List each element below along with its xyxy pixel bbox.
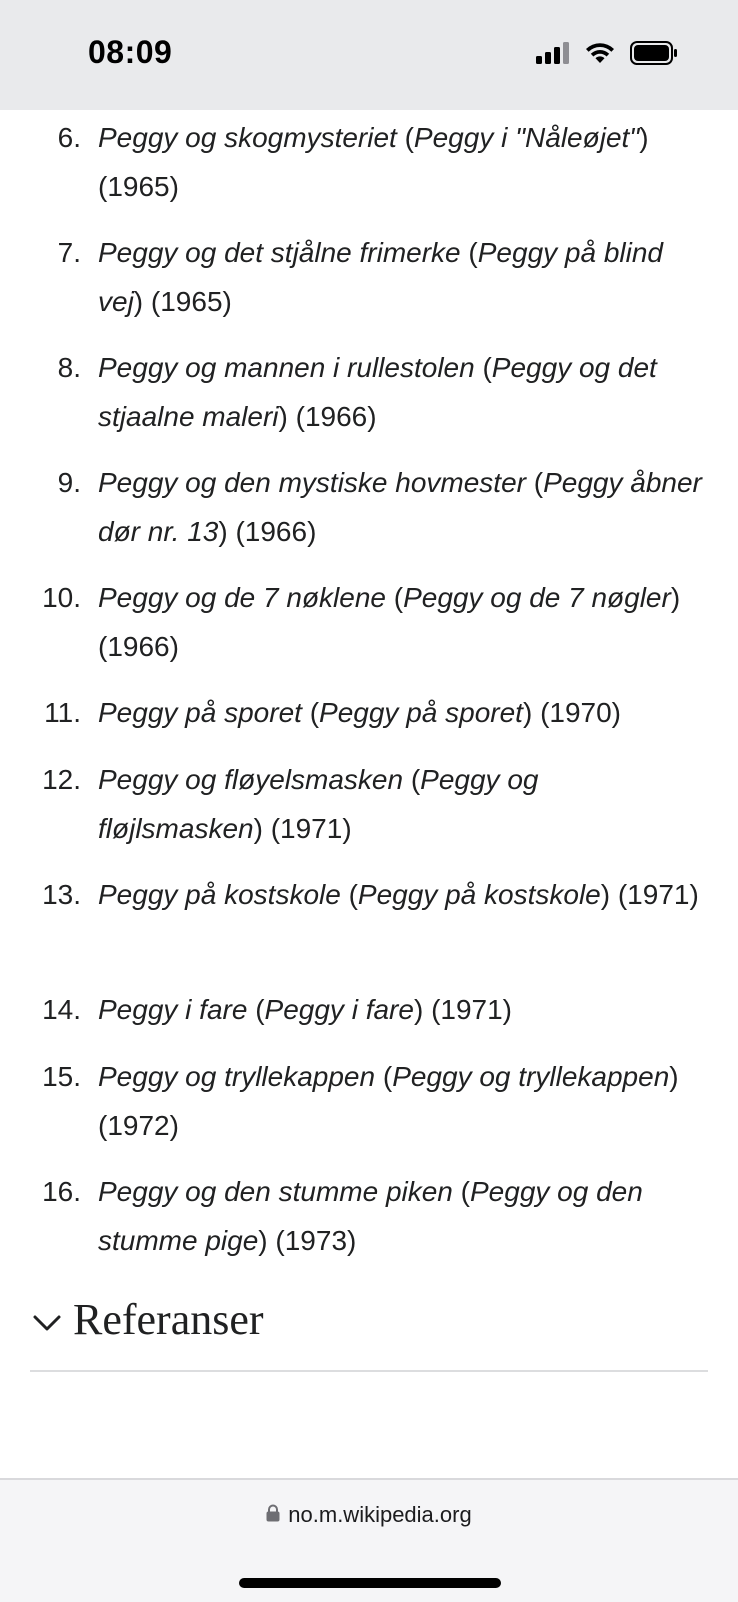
book-year: (1966) bbox=[295, 401, 377, 432]
book-title: Peggy på kostskole bbox=[98, 879, 341, 910]
original-title: Peggy på blind vej bbox=[98, 237, 664, 317]
list-item-text: Peggy og det stjålne frimerke (Peggy på blind vej) (1965) bbox=[98, 237, 664, 317]
list-item-number: 8. bbox=[57, 352, 81, 383]
original-title: Peggy på sporet bbox=[319, 697, 523, 728]
list-item-number: 9. bbox=[57, 467, 81, 498]
original-title: Peggy og det stjaalne maleri bbox=[98, 352, 657, 432]
book-title: Peggy og det stjålne frimerke bbox=[98, 237, 461, 268]
home-indicator[interactable] bbox=[239, 1578, 501, 1588]
book-year: (1965) bbox=[150, 286, 232, 317]
list-item-text: Peggy og den stumme piken (Peggy og den stumme pige) (1973) bbox=[98, 1176, 643, 1256]
book-title: Peggy og mannen i rullestolen bbox=[98, 352, 475, 383]
book-year: (1972) bbox=[98, 1110, 179, 1141]
list-item-text: Peggy og tryllekappen (Peggy og tryllekappen) (1972) bbox=[98, 1061, 679, 1141]
original-title: Peggy og den stumme pige bbox=[98, 1176, 643, 1256]
list-item-text: Peggy og den mystiske hovmester (Peggy åbner dør nr. 13) (1966) bbox=[98, 467, 702, 547]
list-item-number: 15. bbox=[42, 1061, 81, 1092]
book-year: (1970) bbox=[540, 697, 621, 728]
section-title: Referanser bbox=[73, 1295, 264, 1344]
list-item-number: 7. bbox=[57, 237, 81, 268]
status-icons bbox=[536, 40, 678, 70]
list-item-text: Peggy på kostskole (Peggy på kostskole) (1971) bbox=[98, 879, 699, 910]
book-year: (1973) bbox=[275, 1225, 357, 1256]
book-title: Peggy og den mystiske hovmester bbox=[98, 467, 526, 498]
book-title: Peggy og skogmysteriet bbox=[98, 122, 397, 153]
book-title: Peggy og den stumme piken bbox=[98, 1176, 453, 1207]
wifi-icon bbox=[584, 41, 616, 70]
browser-bottom-bar bbox=[0, 1478, 738, 1602]
section-header-referanser[interactable] bbox=[30, 1290, 708, 1372]
list-item-number: 12. bbox=[42, 764, 81, 795]
list-item-text: Peggy på sporet (Peggy på sporet) (1970) bbox=[98, 697, 621, 728]
status-bar bbox=[0, 0, 738, 110]
cellular-signal-icon bbox=[536, 42, 570, 69]
book-year: (1971) bbox=[270, 813, 352, 844]
list-item-text: Peggy og de 7 nøklene (Peggy og de 7 nøgler) (1966) bbox=[98, 582, 681, 662]
list-item-text: Peggy og fløyelsmasken (Peggy og fløjlsmasken) (1971) bbox=[98, 764, 539, 844]
list-item-number: 16. bbox=[42, 1176, 81, 1207]
book-year: (1971) bbox=[617, 879, 699, 910]
book-title: Peggy og de 7 nøklene bbox=[98, 582, 386, 613]
book-year: (1965) bbox=[98, 171, 179, 202]
book-year: (1971) bbox=[431, 994, 512, 1025]
list-item-number: 13. bbox=[42, 879, 81, 910]
list-item-text: Peggy og skogmysteriet (Peggy i "Nåleøjet") (1965) bbox=[98, 122, 649, 202]
article-content bbox=[0, 110, 738, 1480]
book-title: Peggy i fare bbox=[98, 994, 248, 1025]
original-title: Peggy og fløjlsmasken bbox=[98, 764, 539, 844]
list-item-text: Peggy og mannen i rullestolen (Peggy og det stjaalne maleri) (1966) bbox=[98, 352, 657, 432]
lock-icon bbox=[266, 1504, 280, 1527]
address-bar[interactable] bbox=[0, 1502, 738, 1528]
original-title: Peggy og tryllekappen bbox=[392, 1061, 670, 1092]
book-title: Peggy og fløyelsmasken bbox=[98, 764, 404, 795]
list-item-number: 14. bbox=[42, 994, 81, 1025]
chevron-down-icon bbox=[32, 1308, 62, 1343]
book-year: (1966) bbox=[235, 516, 317, 547]
list-item-number: 10. bbox=[42, 582, 81, 613]
original-title: Peggy i "Nåleøjet" bbox=[413, 122, 640, 153]
book-title: Peggy og tryllekappen bbox=[98, 1061, 376, 1092]
original-title: Peggy i fare bbox=[264, 994, 414, 1025]
url-text: no.m.wikipedia.org bbox=[288, 1502, 472, 1527]
battery-icon bbox=[630, 41, 678, 70]
book-title: Peggy på sporet bbox=[98, 697, 302, 728]
list-item-number: 11. bbox=[44, 697, 81, 728]
original-title: Peggy og de 7 nøgler bbox=[403, 582, 671, 613]
original-title: Peggy åbner dør nr. 13 bbox=[98, 467, 702, 547]
original-title: Peggy på kostskole bbox=[357, 879, 601, 910]
list-item-text: Peggy i fare (Peggy i fare) (1971) bbox=[98, 994, 512, 1025]
status-time: 08:09 bbox=[88, 34, 173, 70]
list-item-number: 6. bbox=[57, 122, 81, 153]
book-year: (1966) bbox=[98, 631, 179, 662]
